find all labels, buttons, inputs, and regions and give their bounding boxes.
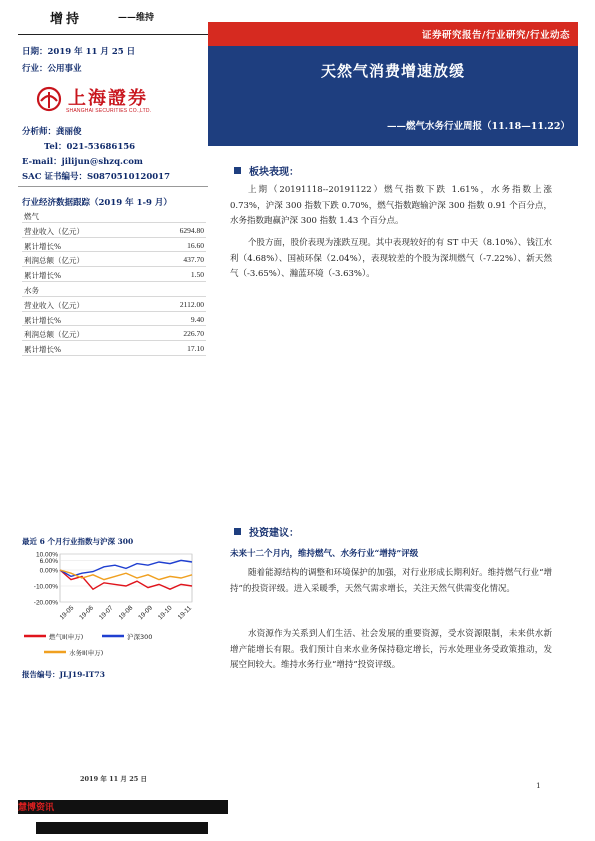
row-value: 1.50 <box>190 270 204 280</box>
index-chart <box>22 548 200 666</box>
y-tick-label: 10.00% <box>35 551 58 559</box>
y-tick-label: 0.00% <box>39 567 58 575</box>
meta-box <box>18 42 208 82</box>
report-type-banner <box>208 22 578 46</box>
report-title: 天然气消费增速放缓 <box>320 62 465 80</box>
page-number: 1 <box>536 781 541 790</box>
row-label: 累计增长% <box>24 271 62 281</box>
y-tick-label: -20.00% <box>33 599 58 607</box>
y-tick-label: 6.00% <box>39 557 58 565</box>
table-row <box>22 341 206 356</box>
section-advice-title <box>234 524 299 539</box>
legend-label: 燃气Ⅱ(申万) <box>49 633 84 641</box>
advice-paragraph-1: 随着能源结构的调整和环境保护的加强，对行业形成长期利好。维持燃气行业“增持”的投资评级。进入采暖季，天然气需求增长，关注天然气供需变化情况。 <box>230 568 552 594</box>
report-type: 证券研究报告/行业研究/行业动态 <box>422 30 570 41</box>
table-row <box>22 312 206 327</box>
section-performance-label: 板块表现： <box>249 167 299 178</box>
table-row <box>22 282 206 297</box>
watermark-text: 慧博资讯 <box>18 802 55 812</box>
tracking-table <box>22 208 206 356</box>
logo-english: SHANGHAI SECURITIES CO.,LTD. <box>66 108 152 114</box>
row-label: 燃气 <box>24 212 39 221</box>
x-tick-label: 19-08 <box>117 604 135 622</box>
analyst-tel: Tel：021-53686156 <box>44 142 136 152</box>
report-date: 日期：2019 年 11 月 25 日 <box>22 47 136 57</box>
table-row <box>22 208 206 223</box>
row-value: 2112.00 <box>179 299 204 309</box>
row-value: 17.10 <box>187 344 204 354</box>
rating-maintain: ——维持 <box>118 13 155 23</box>
legend-label: 水务Ⅱ(申万) <box>69 649 104 657</box>
row-value: 226.70 <box>183 329 204 339</box>
x-tick-label: 19-10 <box>156 604 174 622</box>
section-advice-label: 投资建议： <box>249 528 299 539</box>
row-label: 利润总额（亿元） <box>24 256 84 266</box>
title-banner <box>208 46 578 146</box>
y-tick-label: -10.00% <box>33 583 58 591</box>
table-row <box>22 326 206 341</box>
square-bullet-icon <box>234 167 241 174</box>
report-number: 报告编号：JLJ19-IT73 <box>22 670 105 679</box>
logo-name: 上海證券 <box>68 88 148 109</box>
analyst-email[interactable]: E-mail：jilijun@shzq.com <box>22 157 143 167</box>
left-rule <box>18 186 208 187</box>
advice-headline: 未来十二个月内，维持燃气、水务行业“增持”评级 <box>230 549 419 559</box>
logo <box>18 82 208 126</box>
row-label: 利润总额（亿元） <box>24 330 84 340</box>
plot-area <box>60 554 192 602</box>
logo-emblem-icon <box>36 86 62 112</box>
section-performance-title <box>234 163 299 178</box>
chart-svg <box>22 548 200 666</box>
row-value: 9.40 <box>190 314 204 324</box>
row-value: 16.60 <box>187 240 204 250</box>
row-label: 营业收入（亿元） <box>24 226 84 236</box>
analyst-name: 分析师：龚丽俊 <box>22 127 82 137</box>
table-row <box>22 252 206 267</box>
square-bullet-icon <box>234 528 241 535</box>
table-row <box>22 267 206 282</box>
row-label: 累计增长% <box>24 345 62 355</box>
performance-paragraph-1: 上期（20191118--20191122）燃气指数下跌 1.61%，水务指数上涨 0.73%，沪深 300 指数下跌 0.70%，燃气指数跑输沪深 300 指数 0.91 个百分点，水务指数跑赢沪深 300 指数 1.43 个百分点。 <box>230 185 552 226</box>
x-tick-label: 19-11 <box>176 604 194 622</box>
rating: 增持 <box>50 12 83 27</box>
x-tick-label: 19-07 <box>97 604 115 622</box>
performance-paragraph-2: 个股方面，股价表现为涨跌互现。其中表现较好的有 ST 中天（8.10%）、钱江水利（4.68%）、国祯环保（2.04%），表现较差的个股为深圳燃气（-7.22%）、新天然气（-3.65%）、瀚蓝环境（-3.63%）。 <box>230 238 552 279</box>
table-row <box>22 238 206 253</box>
footer-date: 2019 年 11 月 25 日 <box>80 775 147 783</box>
row-label: 水务 <box>24 285 39 295</box>
tracking-title: 行业经济数据跟踪（2019 年 1-9 月） <box>22 198 172 208</box>
table-row <box>22 297 206 312</box>
row-value: 437.70 <box>183 255 204 265</box>
advice-paragraph-2: 水资源作为关系到人们生活、社会发展的重要资源，受水资源限制，未来供水新增产能增长有限。我们预计自来水业务保持稳定增长，污水处理业务受政策推动，发展空间较大。维持水务行业“增持”投资评级。 <box>230 629 552 670</box>
row-label: 累计增长% <box>24 241 62 251</box>
watermark-bar-lower <box>36 822 208 834</box>
x-tick-label: 19-05 <box>58 604 76 622</box>
analyst-sac: SAC 证书编号：S0870510120017 <box>22 172 170 182</box>
row-label: 累计增长% <box>24 315 62 325</box>
row-label: 营业收入（亿元） <box>24 300 84 310</box>
row-value: 6294.80 <box>179 225 204 235</box>
x-tick-label: 19-06 <box>78 604 95 622</box>
industry: 行业：公用事业 <box>22 64 82 74</box>
report-subtitle: ——燃气水务行业周报（11.18—11.22） <box>387 121 570 132</box>
chart-title: 最近 6 个月行业指数与沪深 300 <box>22 537 134 546</box>
x-tick-label: 19-09 <box>137 604 154 622</box>
table-row <box>22 223 206 238</box>
legend-label: 沪深300 <box>127 633 153 641</box>
